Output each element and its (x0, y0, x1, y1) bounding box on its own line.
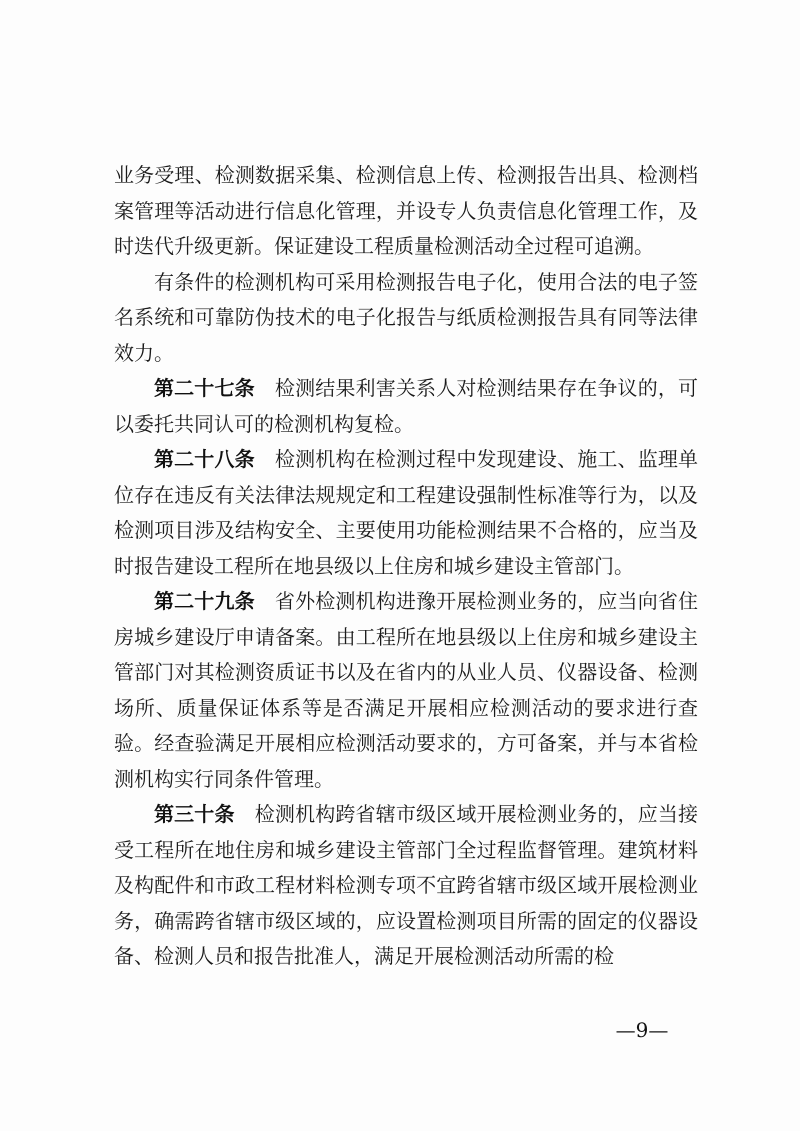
article-number: 第三十条 (154, 802, 235, 826)
paragraph-text: 业务受理、检测数据采集、检测信息上传、检测报告出具、检测档案管理等活动进行信息化管理，并设专人负责信息化管理工作，及时迭代升级更新。保证建设工程质量检测活动全过程可追溯。 (114, 163, 698, 258)
article-number: 第二十九条 (154, 589, 255, 613)
paragraph-text: 省外检测机构进豫开展检测业务的，应当向省住房城乡建设厅申请备案。由工程所在地县级以上住房和城乡建设主管部门对其检测资质证书以及在省内的从业人员、仪器设备、检测场所、质量保证体系等是否满足开展相应检测活动的要求进行查验。经查验满足开展相应检测活动要求的，方可备案，并与本省检测机构实行同条件管理。 (114, 589, 699, 791)
article-number: 第二十七条 (154, 376, 255, 400)
article-number: 第二十八条 (154, 447, 255, 471)
article-30 (114, 797, 698, 975)
article-27 (114, 371, 698, 442)
article-28 (114, 442, 698, 584)
paragraph-text: 有条件的检测机构可采用检测报告电子化，使用合法的电子签名系统和可靠防伪技术的电子化报告与纸质检测报告具有同等法律效力。 (114, 269, 698, 365)
paragraph-electronic-report (114, 265, 698, 372)
document-body (114, 158, 698, 975)
article-29 (114, 584, 698, 797)
paragraph-continuation (114, 158, 698, 265)
paragraph-text: 检测机构跨省辖市级区域开展检测业务的，应当接受工程所在地住房和城乡建设主管部门全过程监督管理。建筑材料及构配件和市政工程材料检测专项不宜跨省辖市级区域开展检测业务，确需跨省辖市级区域的，应设置检测项目所需的固定的仪器设备、检测人员和报告批准人，满足开展检测活动所需的检 (114, 802, 699, 968)
paragraph-text: 检测结果利害关系人对检测结果存在争议的，可以委托共同认可的检测机构复检。 (114, 376, 699, 436)
page-number: —9— (615, 1018, 669, 1042)
paragraph-text: 检测机构在检测过程中发现建设、施工、监理单位存在违反有关法律法规规定和工程建设强制性标准等行为，以及检测项目涉及结构安全、主要使用功能检测结果不合格的，应当及时报告建设工程所在地县级以上住房和城乡建设主管部门。 (114, 447, 699, 578)
